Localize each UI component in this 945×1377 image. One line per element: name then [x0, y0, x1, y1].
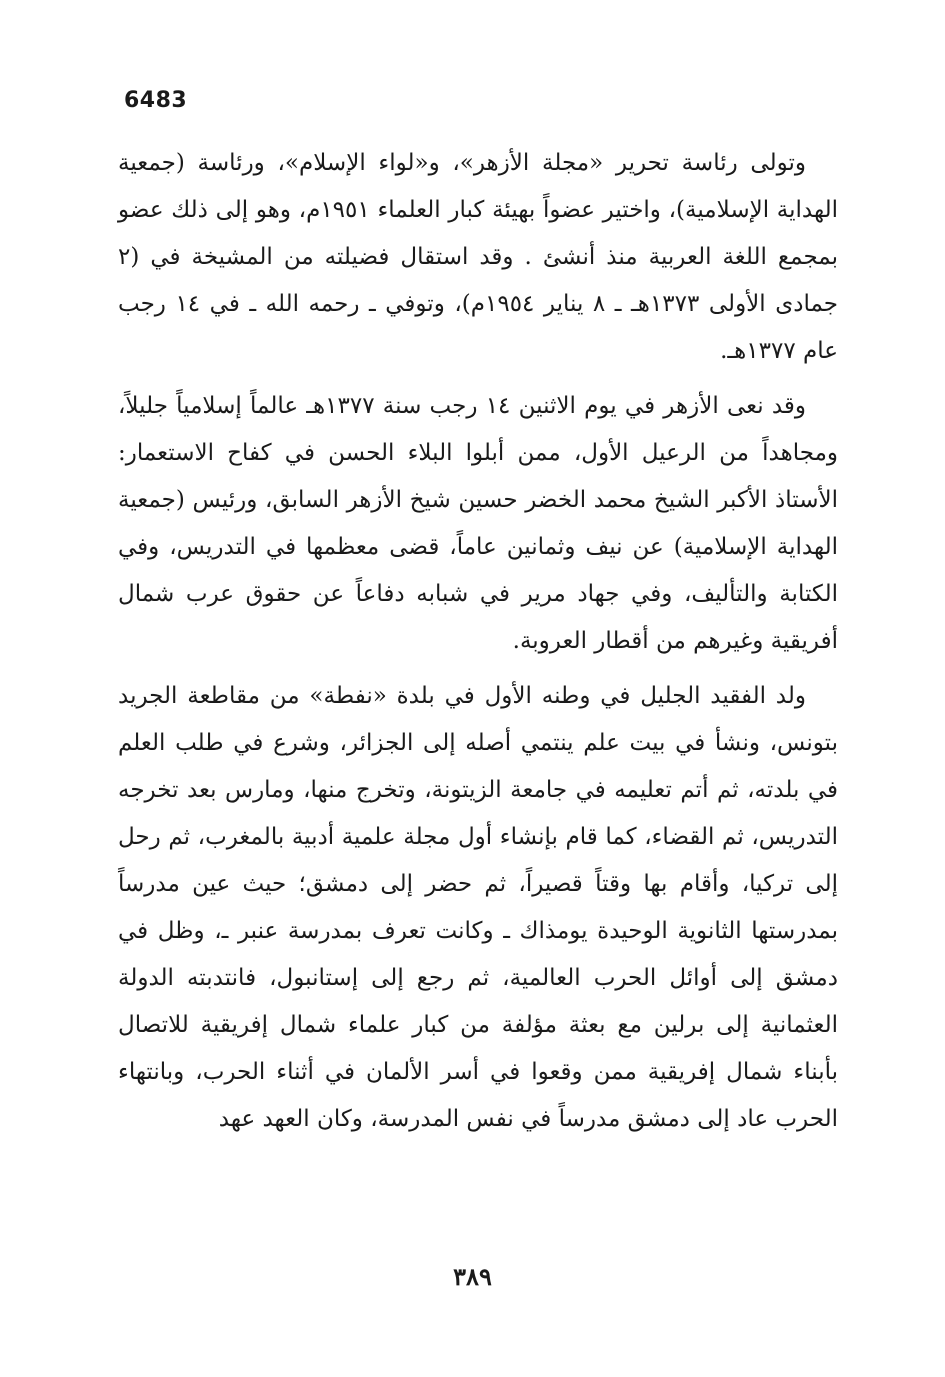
paragraph-1: وتولى رئاسة تحرير «مجلة الأزهر»، و«لواء الإسلام»، ورئاسة (جمعية الهداية الإسلامية)، واختير عضواً بهيئة كبار العلماء ١٩٥١م، وهو إلى ذلك عضو بمجمع اللغة العربية منذ أنشئ . وقد استقال فضيلته من المشيخة في (٢ جمادى الأولى ١٣٧٣هـ ـ ٨ يناير ١٩٥٤م)، وتوفي ـ رحمه الله ـ في ١٤ رجب عام ١٣٧٧هـ. — [118, 150, 838, 364]
paragraph-2: وقد نعى الأزهر في يوم الاثنين ١٤ رجب سنة ١٣٧٧هـ عالماً إسلامياً جليلاً، ومجاهداً من الرعيل الأول، ممن أبلوا البلاء الحسن في كفاح الاستعمار: الأستاذ الأكبر الشيخ محمد الخضر حسين شيخ الأزهر السابق، ورئيس (جمعية الهداية الإسلامية) عن نيف وثمانين عاماً، قضى معظمها في التدريس، وفي الكتابة والتأليف، وفي جهاد مرير في شبابه دفاعاً عن حقوق عرب شمال أفريقية وغيرهم من أقطار العروبة. — [118, 393, 838, 654]
body-text — [118, 140, 838, 1151]
paragraph-3: ولد الفقيد الجليل في وطنه الأول في بلدة «نفطة» من مقاطعة الجريد بتونس، ونشأ في بيت علم ينتمي أصله إلى الجزائر، وشرع في طلب العلم في بلدته، ثم أتم تعليمه في جامعة الزيتونة، وتخرج منها، ومارس بعد تخرجه التدريس، ثم القضاء، كما قام بإنشاء أول مجلة علمية أدبية بالمغرب، ثم رحل إلى تركيا، وأقام بها وقتاً قصيراً، ثم حضر إلى دمشق؛ حيث عين مدرساً بمدرستها الثانوية الوحيدة يومذاك ـ وكانت تعرف بمدرسة عنبر ـ، وظل في دمشق إلى أوائل الحرب العالمية، ثم رجع إلى إستانبول، فانتدبته الدولة العثمانية إلى برلين مع بعثة مؤلفة من كبار علماء شمال إفريقية للاتصال بأبناء شمال إفريقية ممن وقعوا في أسر الألمان في أثناء الحرب، وبانتهاء الحرب عاد إلى دمشق مدرساً في نفس المدرسة، وكان العهد عهد — [118, 683, 838, 1132]
page-number: ٣٨٩ — [453, 1262, 492, 1291]
document-id: 6483 — [124, 88, 188, 113]
